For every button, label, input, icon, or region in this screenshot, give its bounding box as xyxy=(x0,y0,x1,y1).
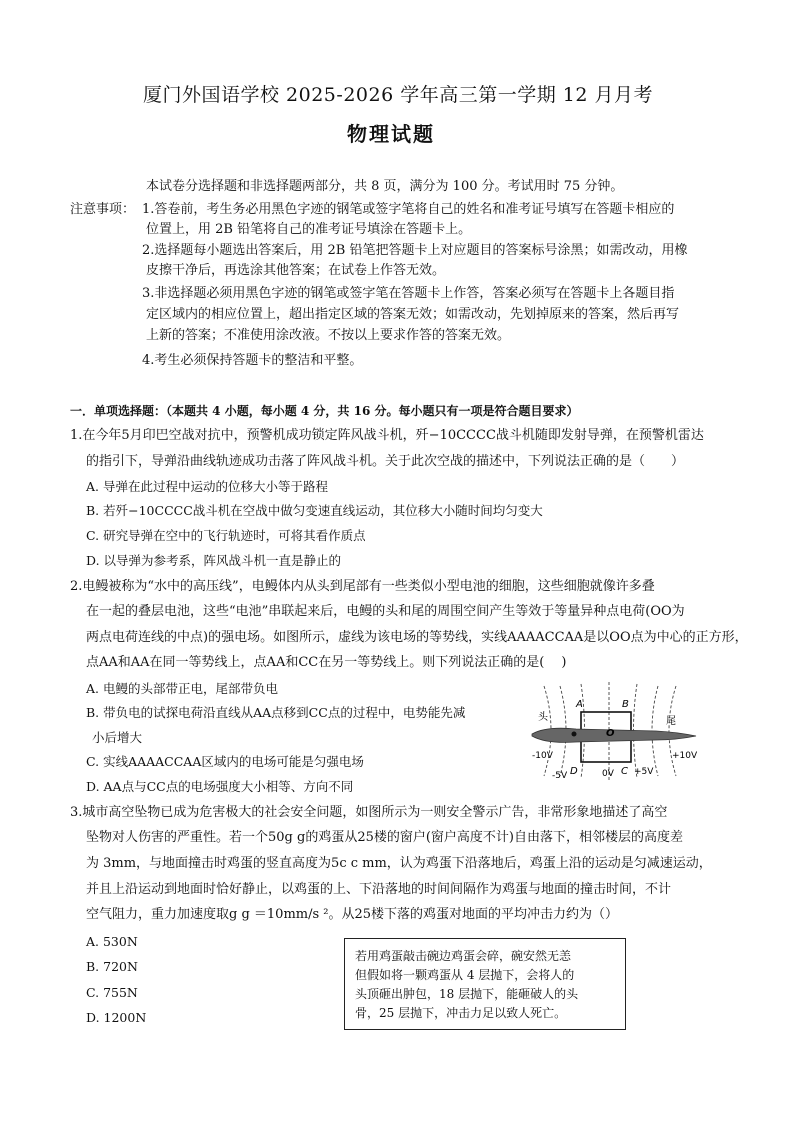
q2-stem-line: 两点电荷连线的中点)的强电场。如图所示，虚线为该电场的等势线，实线AAAACCAA是以OO点为中心的正方形， xyxy=(86,630,748,645)
potential-zero-label: 0V xyxy=(602,769,614,779)
point-b-label: B xyxy=(622,699,629,710)
q2-option-a: A. 电鳗的头部带正电，尾部带负电 xyxy=(86,681,278,696)
q1-option-c: C. 研究导弹在空中的飞行轨迹时，可将其看作质点 xyxy=(86,528,366,543)
q2-stem-line: 在一起的叠层电池，这些“电池”串联起来后，电鳗的头和尾的周围空间产生等效于等量异种点电荷(OO为 xyxy=(86,604,685,619)
tail-label: 尾 xyxy=(666,716,676,727)
q3-option-b: B. 720N xyxy=(86,959,138,974)
potential-minus5-label: -5V xyxy=(552,771,568,781)
potential-minus10-label: -10V xyxy=(532,751,553,761)
q3-option-a: A. 530N xyxy=(86,934,138,949)
notes-line: 定区域内的相应位置上，超出指定区域的答案无效；如需改动，先划掉原来的答案，然后再写 xyxy=(146,307,680,322)
equipotential-line xyxy=(669,686,676,776)
q2-option-b-cont: 小后增大 xyxy=(92,730,143,745)
q1-option-d: D. 以导弹为参考系，阵风战斗机一直是静止的 xyxy=(86,553,342,568)
notes-line: 3.非选择题必须用黑色字迹的钢笔或签字笔在答题卡上作答，答案必须写在答题卡上各题目指 xyxy=(142,286,675,301)
warning-ad-line: 若用鸡蛋敲击碗边鸡蛋会碎，碗安然无恙 xyxy=(355,949,572,963)
q2-option-b: B. 带负电的试探电荷沿直线从AA点移到CC点的过程中，电势能先减 xyxy=(86,705,466,720)
notes-line: 1.答卷前，考生务必用黑色字迹的钢笔或签字笔将自己的姓名和准考证号填写在答题卡相应的 xyxy=(142,202,675,217)
q2-stem-line: 2.电鳗被称为“水中的高压线”，电鳗体内从头到尾部有一些类似小型电池的细胞，这些细胞就像许多叠 xyxy=(70,579,655,594)
notes-label: 注意事项： xyxy=(70,202,136,217)
warning-ad-line: 头顶砸出肿包，18 层抛下，能砸破人的头 xyxy=(355,987,579,1001)
point-o-label: O xyxy=(606,728,615,739)
q1-stem-line: 1.在今年5月印巴空战对抗中，预警机成功锁定阵风战斗机，歼−10CCCC战斗机随即发射导弹，在预警机雷达 xyxy=(70,428,704,443)
notes-line: 位置上，用 2B 铅笔将自己的准考证号填涂在答题卡上。 xyxy=(146,222,472,237)
warning-ad-line: 但假如将一颗鸡蛋从 4 层抛下，会将人的 xyxy=(355,968,575,982)
q3-stem-line: 3.城市高空坠物已成为危害极大的社会安全问题，如图所示为一则安全警示广告，非常形象地描述了高空 xyxy=(70,805,668,820)
point-d-label: D xyxy=(570,766,578,777)
q2-option-d: D. AA点与CC点的电场强度大小相等、方向不同 xyxy=(86,779,354,794)
q3-option-d: D. 1200N xyxy=(86,1010,147,1025)
intro-text: 本试卷分选择题和非选择题两部分，共 8 页，满分为 100 分。考试用时 75 分钟。 xyxy=(146,179,624,194)
potential-plus10-label: +10V xyxy=(672,751,698,761)
q3-option-c: C. 755N xyxy=(86,985,138,1000)
notes-line: 皮擦干净后，再选涂其他答案；在试卷上作答无效。 xyxy=(146,263,446,278)
eel-eye xyxy=(572,732,577,737)
notes-line: 4.考生必须保持答题卡的整洁和平整。 xyxy=(142,353,363,368)
notes-line: 2.选择题每小题选出答案后，用 2B 铅笔把答题卡上对应题目的答案标号涂黑；如需改动，用橡 xyxy=(142,243,688,258)
warning-ad-box xyxy=(344,938,626,1030)
exam-title: 厦门外国语学校 2025-2026 学年高三第一学期 12 月月考 xyxy=(143,84,653,106)
q1-option-a: A. 导弹在此过程中运动的位移大小等于路程 xyxy=(86,479,328,494)
subject-title: 物理试题 xyxy=(347,122,435,146)
warning-ad-line: 骨，25 层抛下，冲击力足以致人死亡。 xyxy=(355,1006,567,1020)
point-a-label: A xyxy=(576,699,583,710)
potential-plus5-label: +5V xyxy=(634,767,654,777)
q1-stem-line: 的指引下，导弹沿曲线轨迹成功击落了阵风战斗机。关于此次空战的描述中，下列说法正确的是（ ） xyxy=(86,454,685,469)
q2-stem-line: 点AA和AA在同一等势线上，点AA和CC在另一等势线上。则下列说法正确的是( ) xyxy=(86,655,567,670)
point-c-label: C xyxy=(621,766,628,777)
q3-stem-line: 坠物对人伤害的严重性。若一个50g g的鸡蛋从25楼的窗户(窗户高度不计)自由落下，相邻楼层的高度差 xyxy=(86,830,684,845)
q1-option-b: B. 若歼−10CCCC战斗机在空战中做匀变速直线运动，其位移大小随时间均匀变大 xyxy=(86,503,543,518)
notes-line: 上新的答案；不准使用涂改液。不按以上要求作答的答案无效。 xyxy=(146,328,511,343)
q3-stem-line: 为 3mm，与地面撞击时鸡蛋的竖直高度为5c c mm，认为鸡蛋下沿落地后，鸡蛋上沿的运动是匀减速运动， xyxy=(86,856,712,871)
eel-field-figure xyxy=(526,680,718,782)
q3-stem-line: 并且上沿运动到地面时恰好静止，以鸡蛋的上、下沿落地的时间间隔作为鸡蛋与地面的撞击时间，不计 xyxy=(86,882,672,897)
q3-stem-line: 空气阻力，重力加速度取g g ＝10mm/s ²。从25楼下落的鸡蛋对地面的平均冲击力约为（） xyxy=(86,907,619,922)
head-label: 头 xyxy=(538,712,548,723)
q2-option-c: C. 实线AAAACCAA区域内的电场可能是匀强电场 xyxy=(86,754,364,769)
section-heading: 一．单项选择题：（本题共 4 小题，每小题 4 分，共 16 分。每小题只有一项是符合题目要求） xyxy=(70,404,579,418)
